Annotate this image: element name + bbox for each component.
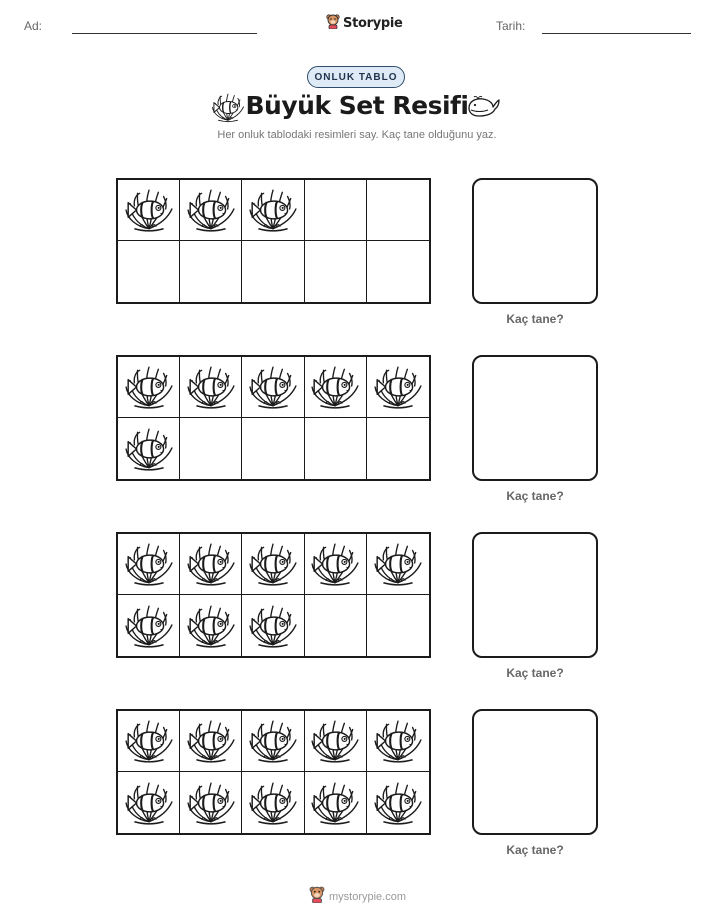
ten-frame-cell xyxy=(118,241,180,302)
ten-frame-cell xyxy=(305,418,367,479)
clownfish-anemone-icon xyxy=(310,364,360,410)
clownfish-anemone-icon xyxy=(310,780,360,826)
ten-frame xyxy=(116,532,431,658)
ten-frame-cell xyxy=(242,357,304,418)
ten-frame-cell xyxy=(367,418,429,479)
ten-frame-cell xyxy=(242,711,304,772)
ten-frame-cell xyxy=(118,180,180,241)
ten-frame-cell xyxy=(180,418,242,479)
ten-frame-cell xyxy=(367,711,429,772)
ten-frame-cell xyxy=(305,595,367,656)
clownfish-anemone-icon xyxy=(124,426,174,472)
clownfish-anemone-icon xyxy=(124,541,174,587)
storypie-mascot-icon xyxy=(309,885,325,908)
ten-frame-cell xyxy=(118,418,180,479)
section-badge: ONLUK TABLO xyxy=(307,66,405,88)
answer-box[interactable] xyxy=(472,178,598,304)
clownfish-anemone-icon xyxy=(248,541,298,587)
clownfish-anemone-icon xyxy=(248,603,298,649)
answer-label: Kaç tane? xyxy=(506,666,564,680)
ten-frame-cell xyxy=(242,180,304,241)
ten-frame xyxy=(116,178,431,304)
ten-frame-cell xyxy=(180,180,242,241)
clownfish-anemone-icon xyxy=(186,603,236,649)
clownfish-anemone-icon xyxy=(373,718,423,764)
ten-frame-cell xyxy=(305,357,367,418)
answer-box[interactable] xyxy=(472,355,598,481)
ten-frame-cell xyxy=(367,595,429,656)
footer xyxy=(309,885,406,908)
clownfish-anemone-icon xyxy=(373,780,423,826)
clownfish-anemone-icon xyxy=(186,541,236,587)
answer-label: Kaç tane? xyxy=(506,312,564,326)
clownfish-anemone-icon xyxy=(310,541,360,587)
clownfish-anemone-icon xyxy=(248,364,298,410)
clownfish-anemone-icon xyxy=(186,780,236,826)
brand-name: Storypie xyxy=(343,16,403,31)
ten-frame-cell xyxy=(242,534,304,595)
page-title: Büyük Set Resifi xyxy=(245,91,469,120)
ten-frame-cell xyxy=(367,534,429,595)
clownfish-anemone-icon xyxy=(186,364,236,410)
whale-icon xyxy=(466,95,500,124)
footer-url: mystorypie.com xyxy=(329,890,407,903)
answer-label: Kaç tane? xyxy=(506,489,564,503)
clownfish-anemone-icon xyxy=(186,187,236,233)
clownfish-anemone-icon xyxy=(124,364,174,410)
name-label: Ad: xyxy=(24,19,43,33)
ten-frame-cell xyxy=(118,772,180,833)
clownfish-anemone-icon xyxy=(124,780,174,826)
ten-frame-cell xyxy=(118,357,180,418)
ten-frame xyxy=(116,709,431,835)
ten-frame-cell xyxy=(367,357,429,418)
ten-frame-cell xyxy=(242,418,304,479)
ten-frame xyxy=(116,355,431,481)
date-line[interactable] xyxy=(542,33,691,34)
brand-logo xyxy=(326,13,403,34)
ten-frame-cell xyxy=(305,241,367,302)
ten-frame-cell xyxy=(242,772,304,833)
clownfish-anemone-icon xyxy=(310,718,360,764)
clownfish-anemone-icon xyxy=(248,718,298,764)
ten-frame-cell xyxy=(242,241,304,302)
ten-frame-cell xyxy=(180,711,242,772)
ten-frame-cell xyxy=(367,180,429,241)
ten-frame-cell xyxy=(180,595,242,656)
ten-frame-cell xyxy=(305,180,367,241)
ten-frame-cell xyxy=(305,711,367,772)
clownfish-anemone-icon xyxy=(124,718,174,764)
ten-frame-cell xyxy=(180,534,242,595)
ten-frame-cell xyxy=(118,711,180,772)
clownfish-anemone-icon xyxy=(124,187,174,233)
clownfish-anemone-icon xyxy=(373,364,423,410)
answer-box[interactable] xyxy=(472,532,598,658)
ten-frame-cell xyxy=(118,595,180,656)
instructions: Her onluk tablodaki resimleri say. Kaç tane olduğunu yaz. xyxy=(217,129,497,141)
answer-box[interactable] xyxy=(472,709,598,835)
storypie-mascot-icon xyxy=(326,13,340,34)
clownfish-anemone-icon xyxy=(373,541,423,587)
name-line[interactable] xyxy=(72,33,257,34)
ten-frame-cell xyxy=(367,772,429,833)
ten-frame-cell xyxy=(180,241,242,302)
ten-frame-cell xyxy=(180,772,242,833)
date-label: Tarih: xyxy=(496,19,526,33)
clownfish-anemone-icon xyxy=(248,187,298,233)
ten-frame-cell xyxy=(305,772,367,833)
ten-frame-cell xyxy=(305,534,367,595)
clownfish-anemone-icon xyxy=(186,718,236,764)
ten-frame-cell xyxy=(118,534,180,595)
clownfish-anemone-icon xyxy=(124,603,174,649)
ten-frame-cell xyxy=(242,595,304,656)
ten-frame-cell xyxy=(367,241,429,302)
answer-label: Kaç tane? xyxy=(506,843,564,857)
clownfish-anemone-icon xyxy=(248,780,298,826)
ten-frame-cell xyxy=(180,357,242,418)
